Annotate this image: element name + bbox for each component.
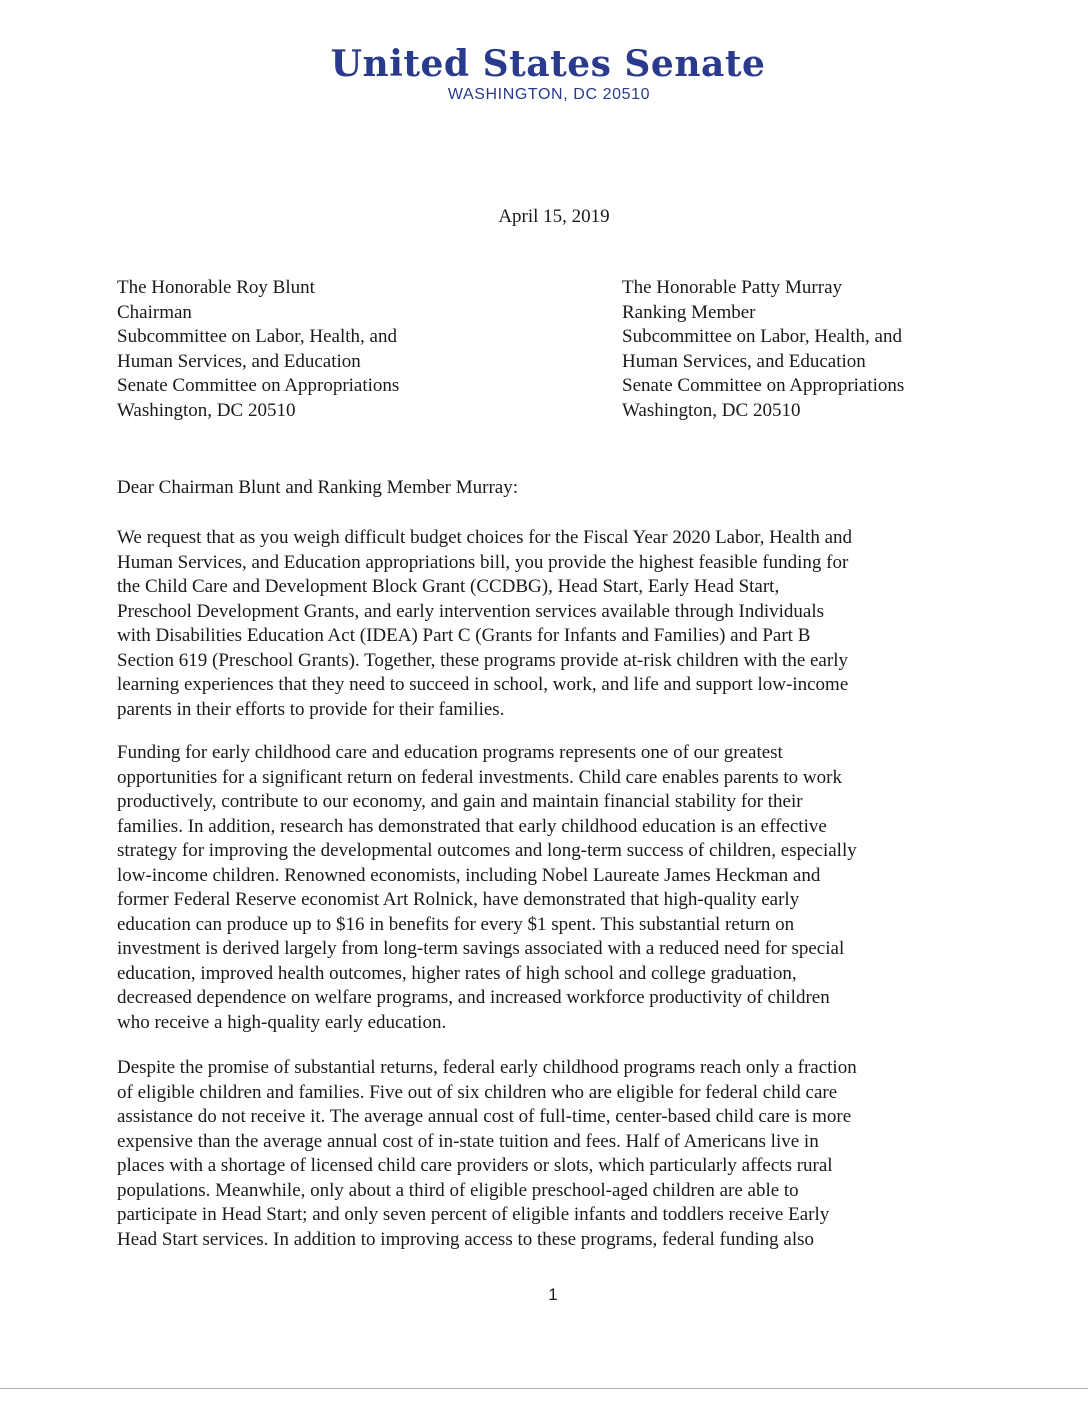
paragraph-line: Preschool Development Grants, and early intervention services available through Individuals — [117, 600, 825, 622]
paragraph-line: former Federal Reserve economist Art Rolnick, have demonstrated that high-quality early — [117, 889, 800, 910]
addressee-line: Subcommittee on Labor, Health, and — [622, 326, 902, 347]
letterhead — [0, 44, 1088, 104]
paragraph-line: parents in their efforts to provide for their families. — [117, 698, 505, 720]
addressee-line: The Honorable Roy Blunt — [117, 277, 315, 298]
paragraph-line: Section 619 (Preschool Grants). Together, these programs provide at-risk children with the early — [117, 649, 848, 671]
paragraph-line: Funding for early childhood care and education programs represents one of our greatest — [117, 742, 783, 763]
paragraph-line: Head Start services. In addition to improving access to these programs, federal funding also — [117, 1228, 814, 1250]
body-paragraph-3 — [117, 1056, 977, 1252]
page-number: 1 — [548, 1285, 558, 1304]
paragraph-line: who receive a high-quality early education. — [117, 1011, 447, 1033]
paragraph-line: of eligible children and families. Five out of six children who are eligible for federal child care — [117, 1081, 838, 1103]
paragraph-line: learning experiences that they need to succeed in school, work, and life and support low-income — [117, 674, 849, 695]
senate-city: WASHINGTON, DC 20510 — [447, 86, 651, 103]
addressee-ranking-member — [622, 276, 904, 423]
paragraph-line: opportunities for a significant return on federal investments. Child care enables parents to work — [117, 766, 842, 788]
body-paragraph-1 — [117, 526, 977, 722]
addressee-line: Senate Committee on Appropriations — [117, 375, 400, 396]
addressee-line: Chairman — [117, 301, 192, 323]
letter-date: April 15, 2019 — [498, 206, 610, 227]
paragraph-line: decreased dependence on welfare programs, and increased workforce productivity of children — [117, 987, 830, 1008]
addressee-line: Human Services, and Education — [622, 350, 866, 372]
addressee-line: The Honorable Patty Murray — [622, 277, 843, 298]
body-paragraph-2 — [117, 741, 977, 1035]
paragraph-line: participate in Head Start; and only seven percent of eligible infants and toddlers receive Early — [117, 1204, 830, 1225]
paragraph-line: with Disabilities Education Act (IDEA) Part C (Grants for Infants and Families) and Part B — [117, 625, 811, 646]
paragraph-line: assistance do not receive it. The average annual cost of full-time, center-based child care is more — [117, 1106, 852, 1127]
paragraph-line: places with a shortage of licensed child care providers or slots, which particularly affects rural — [117, 1155, 833, 1176]
addressee-line: Ranking Member — [622, 301, 756, 323]
addressee-chairman — [117, 276, 399, 423]
paragraph-line: the Child Care and Development Block Grant (CCDBG), Head Start, Early Head Start, — [117, 576, 780, 597]
paragraph-line: populations. Meanwhile, only about a third of eligible preschool-aged children are able to — [117, 1179, 799, 1201]
senate-title: United States Senate — [330, 43, 766, 85]
paragraph-line: education, improved health outcomes, higher rates of high school and college graduation, — [117, 962, 797, 984]
addressee-line: Human Services, and Education — [117, 350, 361, 372]
paragraph-line: education can produce up to $16 in benefits for every $1 spent. This substantial return on — [117, 913, 795, 935]
paragraph-line: expensive than the average annual cost of in-state tuition and fees. Half of Americans live in — [117, 1130, 819, 1152]
addressee-line: Subcommittee on Labor, Health, and — [117, 326, 397, 347]
salutation: Dear Chairman Blunt and Ranking Member Murray: — [117, 477, 519, 498]
paragraph-line: Despite the promise of substantial returns, federal early childhood programs reach only a fraction — [117, 1057, 857, 1078]
paragraph-line: families. In addition, research has demonstrated that early childhood education is an effective — [117, 815, 827, 837]
addressee-line: Senate Committee on Appropriations — [622, 375, 905, 396]
addressee-line: Washington, DC 20510 — [622, 399, 801, 421]
addressee-line: Washington, DC 20510 — [117, 399, 296, 421]
paragraph-line: productively, contribute to our economy, and gain and maintain financial stability for their — [117, 791, 803, 812]
paragraph-line: low-income children. Renowned economists, including Nobel Laureate James Heckman and — [117, 864, 821, 886]
bottom-rule — [0, 1388, 1088, 1389]
paragraph-line: Human Services, and Education appropriations bill, you provide the highest feasible funding for — [117, 551, 849, 573]
paragraph-line: strategy for improving the developmental outcomes and long-term success of children, especially — [117, 840, 857, 861]
paragraph-line: We request that as you weigh difficult budget choices for the Fiscal Year 2020 Labor, Health and — [117, 527, 852, 548]
paragraph-line: investment is derived largely from long-term savings associated with a reduced need for special — [117, 938, 845, 959]
